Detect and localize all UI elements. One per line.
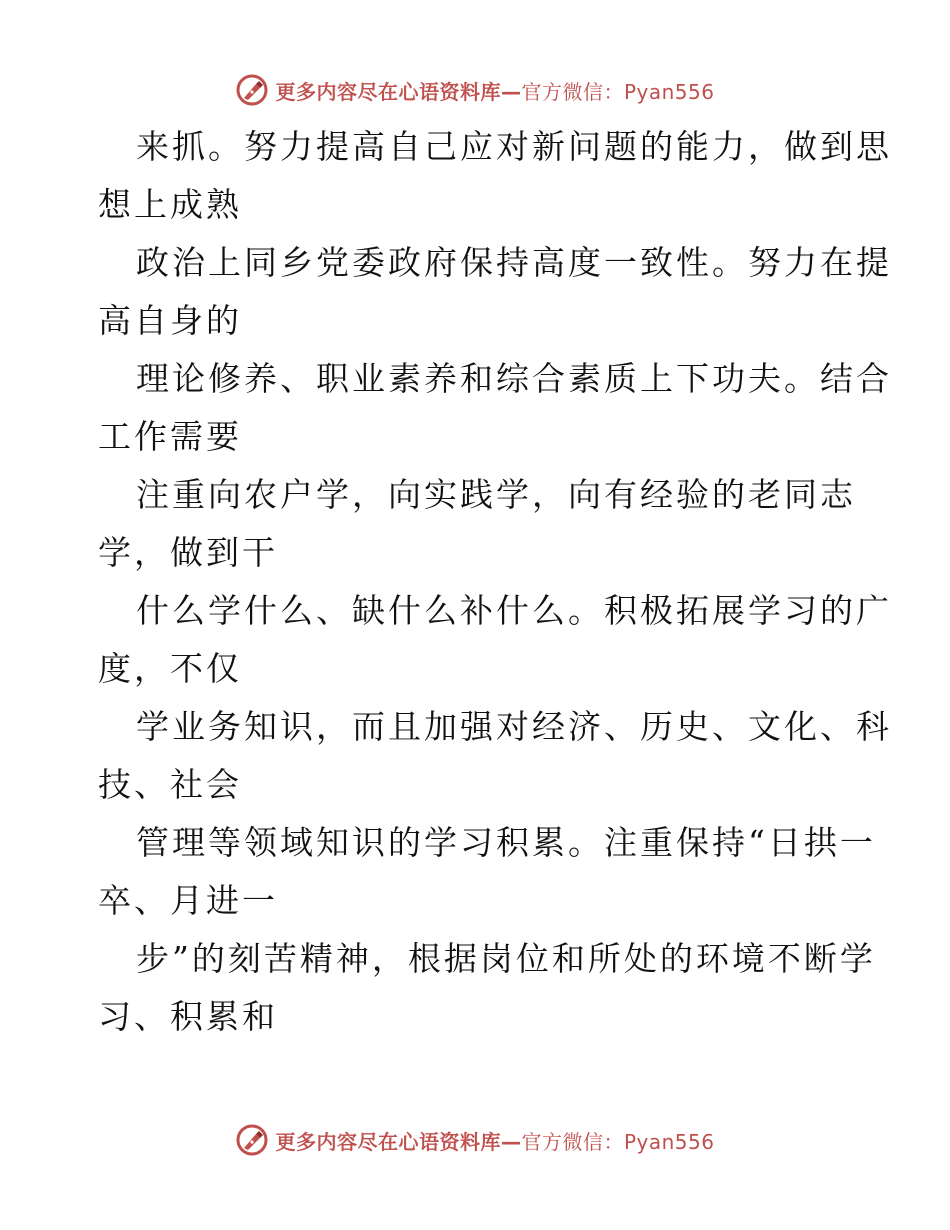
document-body bbox=[98, 118, 892, 1046]
banner-text bbox=[275, 76, 714, 105]
body-line: 注重向农户学，向实践学，向有经验的老同志 bbox=[136, 475, 856, 514]
body-line: 学，做到干 bbox=[98, 533, 278, 572]
body-line: 技、社会 bbox=[98, 765, 242, 804]
body-line: 卒、月进一 bbox=[98, 881, 278, 920]
body-line: 管理等领域知识的学习积累。注重保持“日拱一 bbox=[136, 823, 876, 862]
banner-site-name: 更多内容尽在心语资料库 bbox=[275, 79, 501, 104]
body-line: 步”的刻苦精神，根据岗位和所处的环境不断学 bbox=[136, 939, 876, 978]
pen-nib-logo-icon bbox=[235, 1123, 269, 1157]
banner-site-name: 更多内容尽在心语资料库 bbox=[275, 1129, 501, 1154]
banner-dash: — bbox=[500, 79, 522, 104]
body-line: 学业务知识，而且加强对经济、历史、文化、科 bbox=[136, 707, 892, 746]
pen-nib-logo-icon bbox=[235, 73, 269, 107]
header-watermark-banner bbox=[0, 70, 950, 110]
banner-wechat: 官方微信：Pyan556 bbox=[521, 1129, 715, 1154]
body-line: 理论修养、职业素养和综合素质上下功夫。结合 bbox=[136, 359, 892, 398]
banner-dash: — bbox=[500, 1129, 522, 1154]
body-line: 度，不仅 bbox=[98, 649, 242, 688]
body-line: 工作需要 bbox=[98, 417, 242, 456]
body-line: 来抓。努力提高自己应对新问题的能力，做到思 bbox=[136, 127, 892, 166]
footer-watermark-banner bbox=[0, 1120, 950, 1160]
body-line: 政治上同乡党委政府保持高度一致性。努力在提 bbox=[136, 243, 892, 282]
body-line: 习、积累和 bbox=[98, 997, 278, 1036]
banner-text bbox=[275, 1126, 714, 1155]
body-line: 想上成熟 bbox=[98, 185, 242, 224]
banner-wechat: 官方微信：Pyan556 bbox=[521, 79, 715, 104]
body-line: 什么学什么、缺什么补什么。积极拓展学习的广 bbox=[136, 591, 892, 630]
body-line: 高自身的 bbox=[98, 301, 242, 340]
